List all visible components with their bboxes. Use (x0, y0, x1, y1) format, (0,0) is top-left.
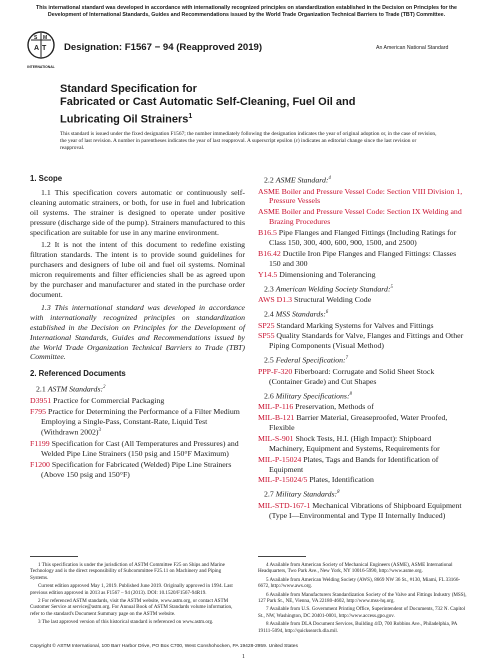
copyright-line: Copyright © ASTM International, 100 Barr Harbor Drive, PO Box C700, West Conshohocken, PA 19428-2959. United States (30, 644, 298, 649)
reference-item (258, 402, 468, 412)
reference-title: Mechanical Vibrations of Shipboard Equipment (Type I—Environmental and Type II Internally Induced) (269, 500, 462, 520)
reference-title: Specification for Cast (All Temperatures and Pressures) and Welded Pipe Line Strainers (150 psig and 150°F Maximum) (41, 438, 239, 458)
reference-code-link[interactable]: D3951 (30, 395, 52, 405)
page-number: 1 (242, 654, 245, 660)
reference-item (258, 475, 468, 485)
military-standards-reference-list (258, 501, 468, 521)
mss-subheading: 2.4 MSS Standards:$^6$ (264, 309, 329, 319)
reference-code-link[interactable]: MIL-P-15024 (258, 454, 302, 464)
reference-title: Ductile Iron Pipe Flanges and Flanged Fittings: Classes 150 and 300 (269, 248, 457, 268)
document-title (60, 83, 440, 127)
reference-item (30, 407, 245, 438)
reference-item (258, 455, 468, 475)
scope-1-1: 1.1 This specification covers automatic or continuously self-cleaning automatic strainers, or both, for use in fuel and lubrication oil systems. The strainer is designed to operate under positive pressure (discharge side of the pump). Strainers manufactured to this specification are suitable for use in any marine environment. (30, 187, 245, 237)
title-line-2: Fabricated or Cast Automatic Self-Cleaning, Fuel Oil and (60, 96, 356, 109)
reference-code-link[interactable]: MIL-B-121 (258, 413, 295, 422)
reference-title: Standard Marking Systems for Valves and Fittings (274, 320, 434, 330)
reference-title: Quality Standards for Valve, Flanges and Fittings and Other Piping Components (Visual Method) (269, 331, 464, 351)
reference-item (258, 331, 468, 351)
military-spec-reference-list (258, 402, 468, 485)
military-standards-subheading: 2.7 Military Standards:$^8$ (264, 489, 340, 499)
reference-item (258, 321, 468, 331)
footnote: 8 Available from DLA Document Services, Building 4/D, 700 Robbins Ave., Philadelphia, PA 19111-5094, http://quicksearch.dla.mil. (258, 621, 458, 634)
scope-1-2: 1.2 It is not the intent of this document to redefine existing filtration standards. The intent is to provide sound guidelines for purchasers and designers of lube oil and fuel oil systems. Nominal micron requirements and filter efficiencies shall be as agreed upon by the purchaser and manufacturer and stated in the purchase order document. (30, 240, 245, 299)
mss-reference-list (258, 321, 468, 352)
astm-logo (26, 30, 56, 74)
asme-subheading: 2.2 ASME Standard:$^4$ (264, 175, 331, 185)
reference-item (258, 434, 468, 454)
wto-notice: This international standard was developed in accordance with internationally recognized principles on standardization established in the Decision on Principles for the Development of International Standards, Guides and Recommendations issued by the World Trade Organization Technical Barriers to Trade (TBT) Committee. (36, 5, 457, 18)
footnote: 4 Available from American Society of Mechanical Engineers (ASME), ASME International Headquarters, Two Park Ave., New York, NY 10016-5990, http://www.asme.org. (258, 562, 453, 575)
aws-subheading: 2.3 American Welding Society Standard:$^5$ (264, 284, 393, 294)
standard-note: This standard is issued under the fixed designation F1567; the number immediately following the designation indicates the year of original adoption or, in the case of revision, the year of last revision. A number in parentheses indicates the year of last reapproval. A superscript epsilon (ε) indicates an editorial change since the last revision or reapproval. (60, 131, 437, 151)
reference-code-link[interactable]: PPP-F-320 (258, 366, 293, 376)
reference-code-link[interactable]: MIL-S-901 (258, 433, 294, 443)
federal-spec-subheading: 2.5 Federal Specification:$^7$ (264, 355, 348, 365)
reference-title: Practice for Determining the Performance of a Filter Medium Employing a Single-Pass, Constant-Rate, Liquid Test (Withdrawn 2002) (41, 406, 240, 438)
footnote-rule-right (258, 556, 306, 557)
reference-title: Practice for Commercial Packaging (51, 395, 165, 405)
reference-title: Dimensioning and Tolerancing (277, 269, 376, 279)
reference-item (258, 228, 468, 248)
title-line-1: Standard Specification for (60, 83, 197, 95)
reference-code-link[interactable]: ASME Boiler and Pressure Vessel Code: Section IX Welding and Brazing Procedures (258, 207, 462, 227)
footnote: 1 This specification is under the jurisdiction of ASTM Committee F25 on Ships and Marine Technology and is the direct responsibility of Subcommittee F25.11 on Machinery and Piping Systems. (30, 562, 225, 581)
reference-item (30, 460, 245, 480)
reference-code-link[interactable]: AWS D1.3 (258, 295, 293, 305)
reference-item (30, 396, 245, 406)
reference-item (258, 295, 468, 305)
svg-text:A: A (34, 45, 40, 52)
footnote: 5 Available from American Welding Society (AWS), 8669 NW 36 St., #130, Miami, FL 33166-6672, http://www.aws.org. (258, 576, 461, 590)
reference-code-link[interactable]: MIL-P-116 (258, 402, 294, 412)
svg-text:INTERNATIONAL: INTERNATIONAL (27, 65, 55, 69)
svg-text:S: S (34, 35, 38, 41)
reference-code-link[interactable]: Y14.5 (258, 269, 278, 279)
footnote-rule-left (30, 556, 78, 557)
footnotes-right (258, 562, 468, 636)
reference-code-link[interactable]: B16.5 (258, 228, 277, 238)
aws-reference-list (258, 295, 468, 305)
reference-code-link[interactable]: MIL-STD-167-1 (258, 500, 311, 510)
footnote-mark: 3 (98, 428, 101, 434)
federal-reference-list (258, 367, 468, 387)
footnote: 3 The last approved version of this historical standard is referenced on www.astm.org. (38, 619, 214, 626)
reference-code-link[interactable]: SP25 (258, 320, 275, 330)
reference-title: Structural Welding Code (292, 295, 372, 305)
reference-title: Barrier Material, Greaseproofed, Water Proofed, Flexible (269, 413, 448, 432)
reference-title: Pipe Flanges and Flanged Fittings (Including Ratings for Class 150, 300, 400, 600, 900, 1500, and 2500) (269, 228, 457, 248)
reference-item (258, 187, 468, 207)
footnote: 7 Available from U.S. Government Printing Office, Superintendent of Documents, 732 N. Capitol St., NW, Washington, DC 20401-0001, http://www.access.gpo.gov. (258, 606, 466, 619)
title-line-3: Lubricating Oil Strainers$^1$ (60, 112, 193, 126)
reference-item (258, 367, 468, 387)
scope-1-3: 1.3 This international standard was developed in accordance with internationally recognized principles on standardization established in the Decision on Principles for the Development of International Standards, Guides and Recommendations issued by the World Trade Organization Technical Barriers to Trade (TBT) Committee. (30, 302, 245, 362)
reference-item (30, 439, 245, 459)
svg-text:M: M (43, 35, 48, 41)
right-column (258, 174, 468, 522)
reference-title: Plates, Tags and Bands for Identification of Equipment (269, 454, 439, 474)
astm-reference-list (30, 396, 245, 480)
reference-item (258, 270, 468, 280)
reference-item (258, 207, 468, 227)
svg-text:T: T (42, 45, 47, 52)
reference-code-link[interactable]: SP55 (258, 331, 275, 341)
reference-code-link[interactable]: MIL-P-15024/5 (258, 475, 308, 485)
reference-code-link[interactable]: B16.42 (258, 248, 281, 258)
reference-item (258, 501, 468, 521)
reference-item (258, 249, 468, 269)
astm-standards-subheading: 2.1 ASTM Standards:$^2$ (36, 384, 106, 394)
reference-title: Shock Tests, H.I. (High Impact): Shipboard Machinery, Equipment and Systems, Requirements for (269, 433, 440, 453)
footnote: 6 Available from Manufacturers Standardization Society of the Valve and Fittings Industry (MSS), 127 Park St., NE, Vienna, VA 22180-4602, http://www.mss-hq.org. (258, 591, 467, 605)
reference-code-link[interactable]: F1200 (30, 459, 50, 469)
reference-title: Specification for Fabricated (Welded) Pipe Line Strainers (Above 150 psig and 150°F) (41, 459, 232, 479)
left-column (30, 174, 245, 481)
reference-item (258, 413, 468, 433)
military-spec-subheading: 2.6 Military Specifications:$^8$ (264, 391, 352, 401)
footnote: 2 For referenced ASTM standards, visit the ASTM website, www.astm.org, or contact ASTM Customer Service at service@astm.org. For Annual Book of ASTM Standards volume information, refer to the standard's Document Summary page on the ASTM website. (30, 598, 233, 617)
asme-reference-list (258, 187, 468, 280)
designation: Designation: F1567 − 94 (Reapproved 2019) (64, 42, 263, 53)
scope-heading: 1. Scope (30, 174, 63, 183)
publisher-note: An American National Standard (376, 45, 449, 51)
footnotes-left (30, 562, 240, 628)
footnote: Current edition approved May 1, 2019. Published June 2019. Originally approved in 1994. Last previous edition approved in 2013 as F1567 – 94 (2013). DOI: 10.1520/F1567-94R19. (30, 583, 233, 596)
referenced-documents-heading: 2. Referenced Documents (30, 369, 126, 379)
reference-title: Preservation, Methods of (293, 402, 374, 412)
reference-code-link[interactable]: F1199 (30, 438, 50, 448)
reference-title: Fiberboard: Corrugate and Solid Sheet Stock (Container Grade) and Cut Shapes (269, 366, 435, 386)
reference-code-link[interactable]: F795 (30, 406, 47, 416)
reference-title: Plates, Identification (307, 475, 374, 485)
reference-code-link[interactable]: ASME Boiler and Pressure Vessel Code: Section VIII Division 1, Pressure Vessels (258, 186, 463, 206)
